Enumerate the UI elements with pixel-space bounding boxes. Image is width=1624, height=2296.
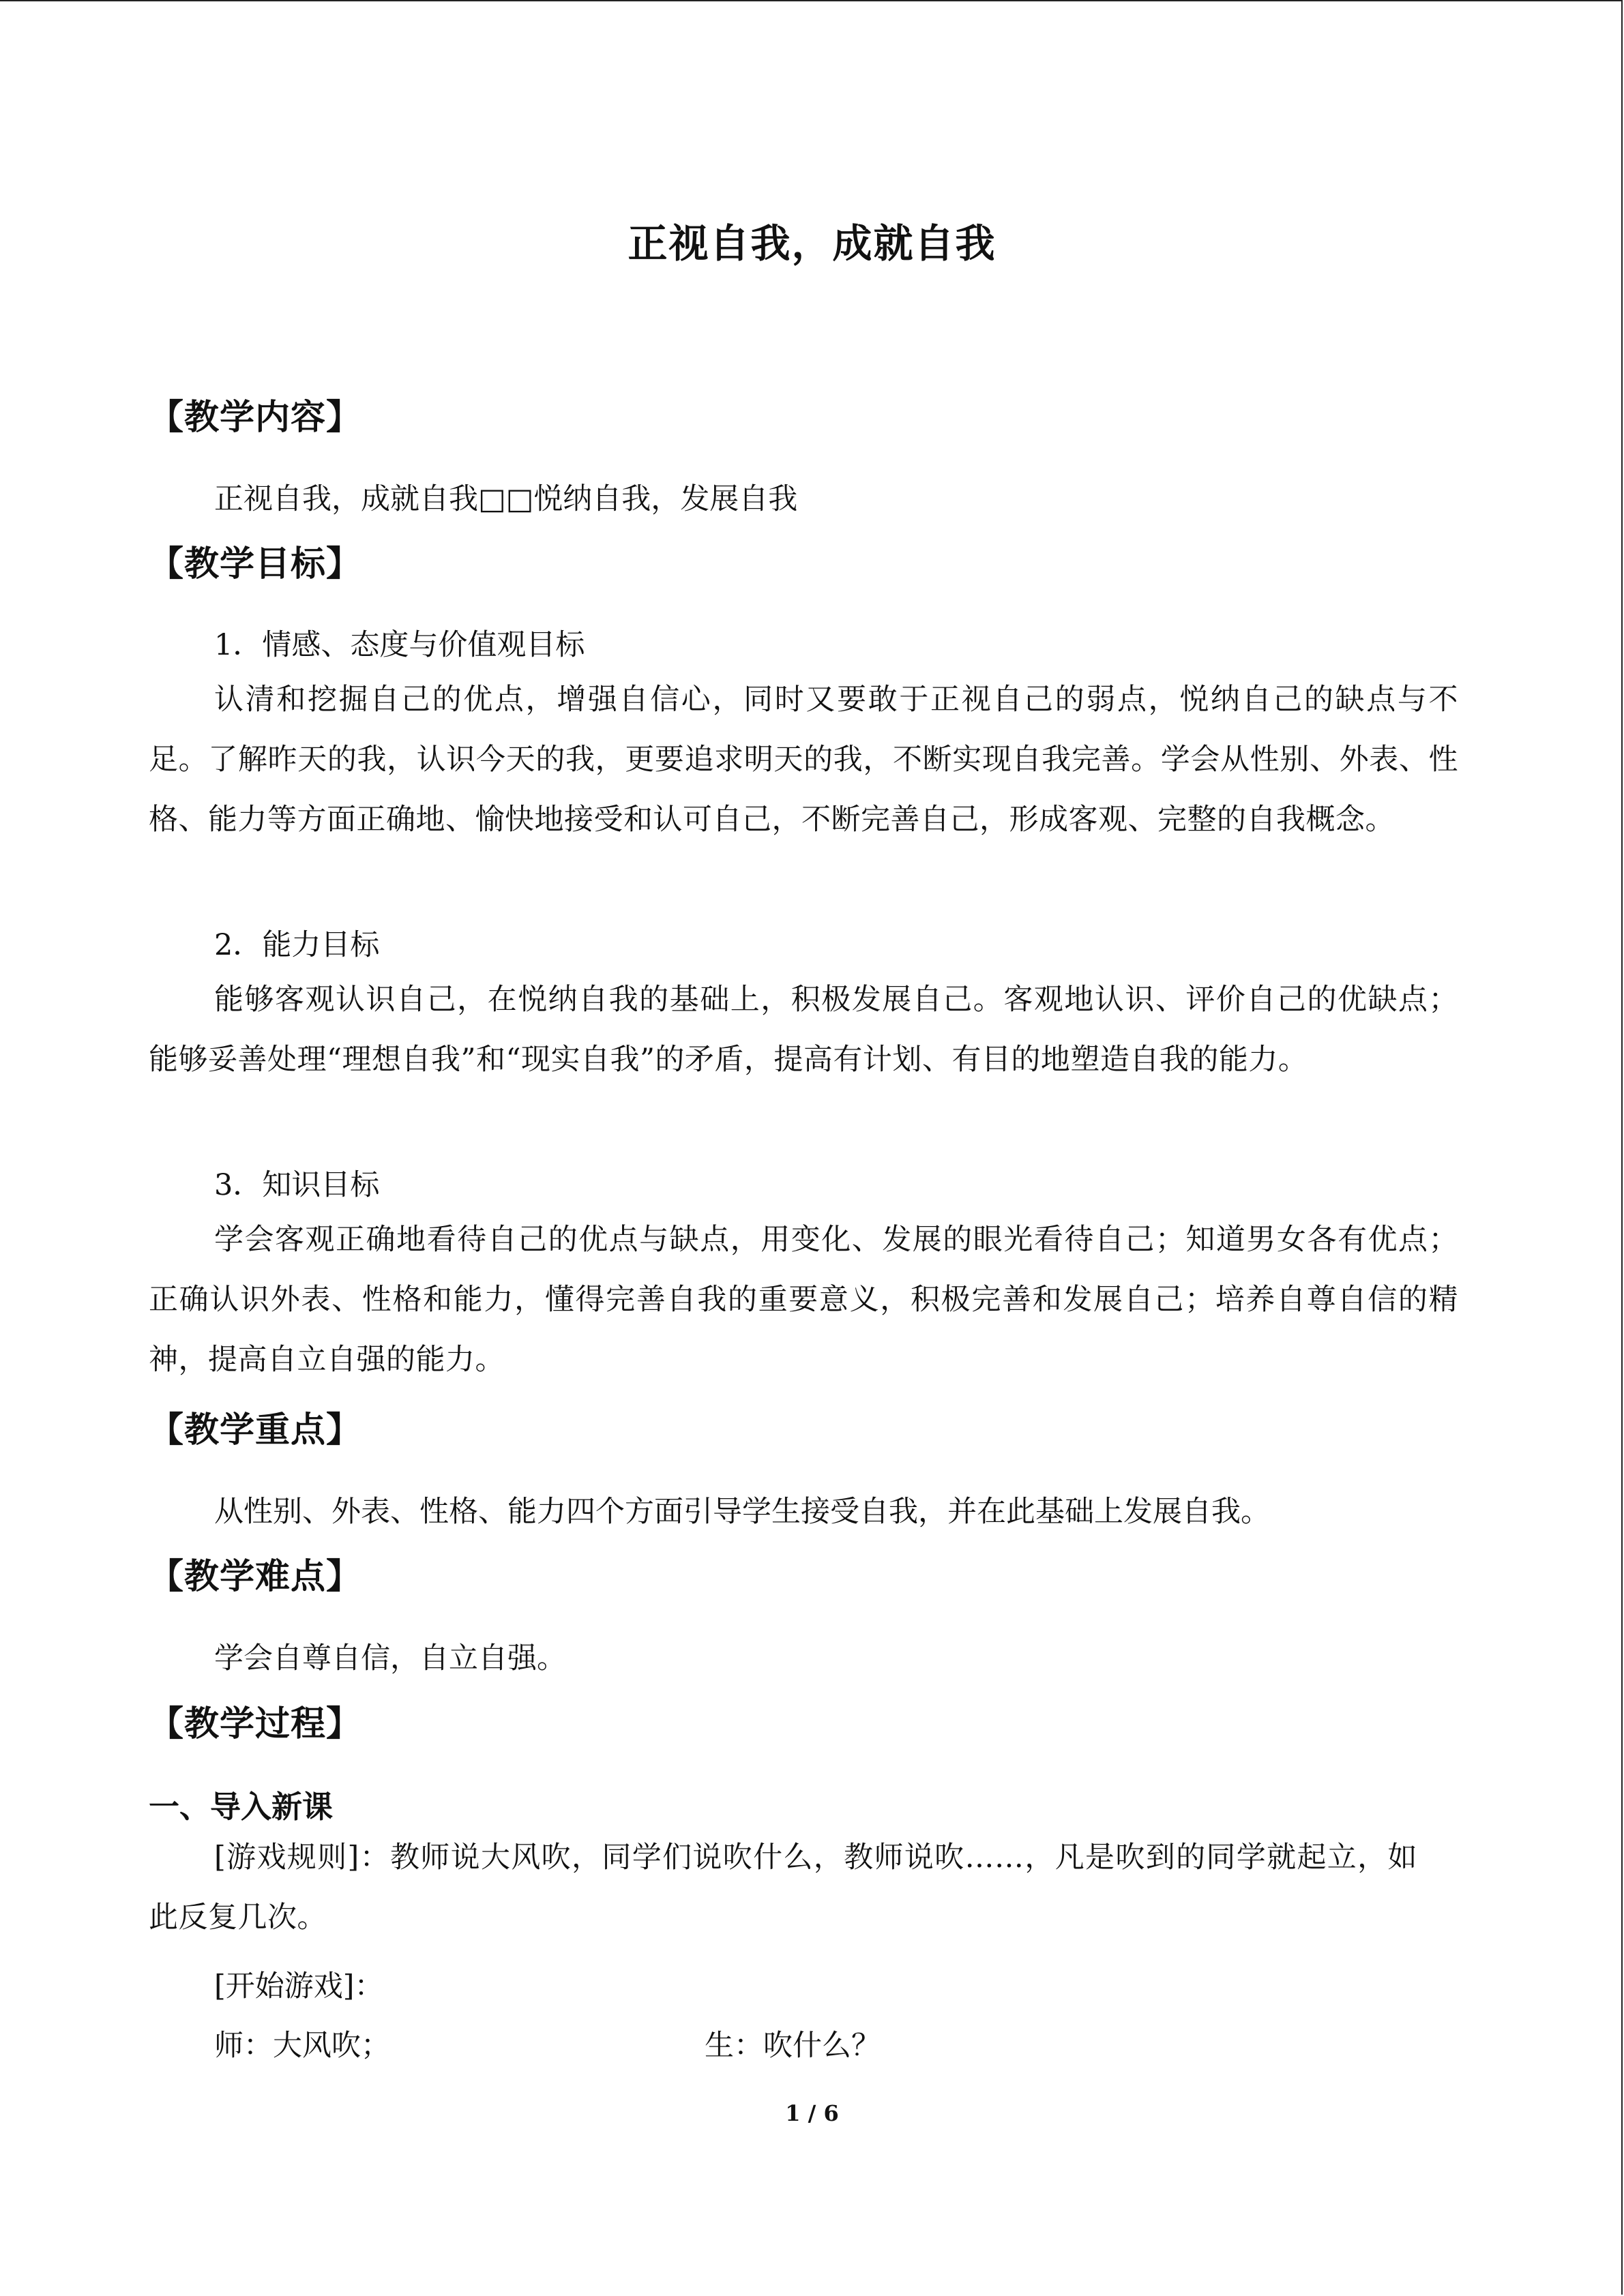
heading-teaching-goals: 【教学目标】 [149, 544, 362, 584]
page-number: 1 / 6 [785, 2100, 839, 2126]
game-rules-text: [游戏规则]：教师说大风吹，同学们说吹什么，教师说吹……，凡是吹到的同学就起立，如此反复几次。 [149, 1840, 1417, 1935]
heading-teaching-process: 【教学过程】 [149, 1704, 362, 1744]
goal-3-text: 学会客观正确地看待自己的优点与缺点，用变化、发展的眼光看待自己；知道男女各有优点；正确认识外表、性格和能力，懂得完善自我的重要意义，积极完善和发展自己；培养自尊自信的精神，提高自立自强的能力。 [149, 1223, 1458, 1377]
goal-2-title: 2．能力目标 [214, 928, 380, 962]
game-start-label: [开始游戏]： [214, 1969, 384, 2003]
student-line: 生：吹什么？ [705, 2029, 881, 2063]
teaching-content-text: 正视自我，成就自我□□悦纳自我，发展自我 [214, 482, 798, 516]
goal-1-title: 1．情感、态度与价值观目标 [214, 628, 585, 662]
goal-3-title: 3．知识目标 [214, 1168, 380, 1202]
heading-key-points: 【教学重点】 [149, 1410, 362, 1450]
document-title: 正视自我，成就自我 [628, 220, 996, 267]
teacher-line: 师：大风吹； [214, 2029, 390, 2063]
difficulties-text: 学会自尊自信，自立自强。 [214, 1641, 566, 1675]
heading-teaching-content: 【教学内容】 [149, 398, 362, 438]
key-points-text: 从性别、外表、性格、能力四个方面引导学生接受自我，并在此基础上发展自我。 [214, 1495, 1270, 1529]
goal-2-text: 能够客观认识自己，在悦纳自我的基础上，积极发展自己。客观地认识、评价自己的优缺点；能够妥善处理“理想自我”和“现实自我”的矛盾，提高有计划、有目的地塑造自我的能力。 [149, 983, 1458, 1077]
heading-difficulties: 【教学难点】 [149, 1557, 362, 1597]
subheading-introduction: 一、导入新课 [149, 1789, 334, 1825]
goal-1-text: 认清和挖掘自己的优点，增强自信心，同时又要敢于正视自己的弱点，悦纳自己的缺点与不足。了解昨天的我，认识今天的我，更要追求明天的我，不断实现自我完善。学会从性别、外表、性格、能力等方面正确地、愉快地接受和认可自己，不断完善自己，形成客观、完整的自我概念。 [149, 683, 1458, 837]
